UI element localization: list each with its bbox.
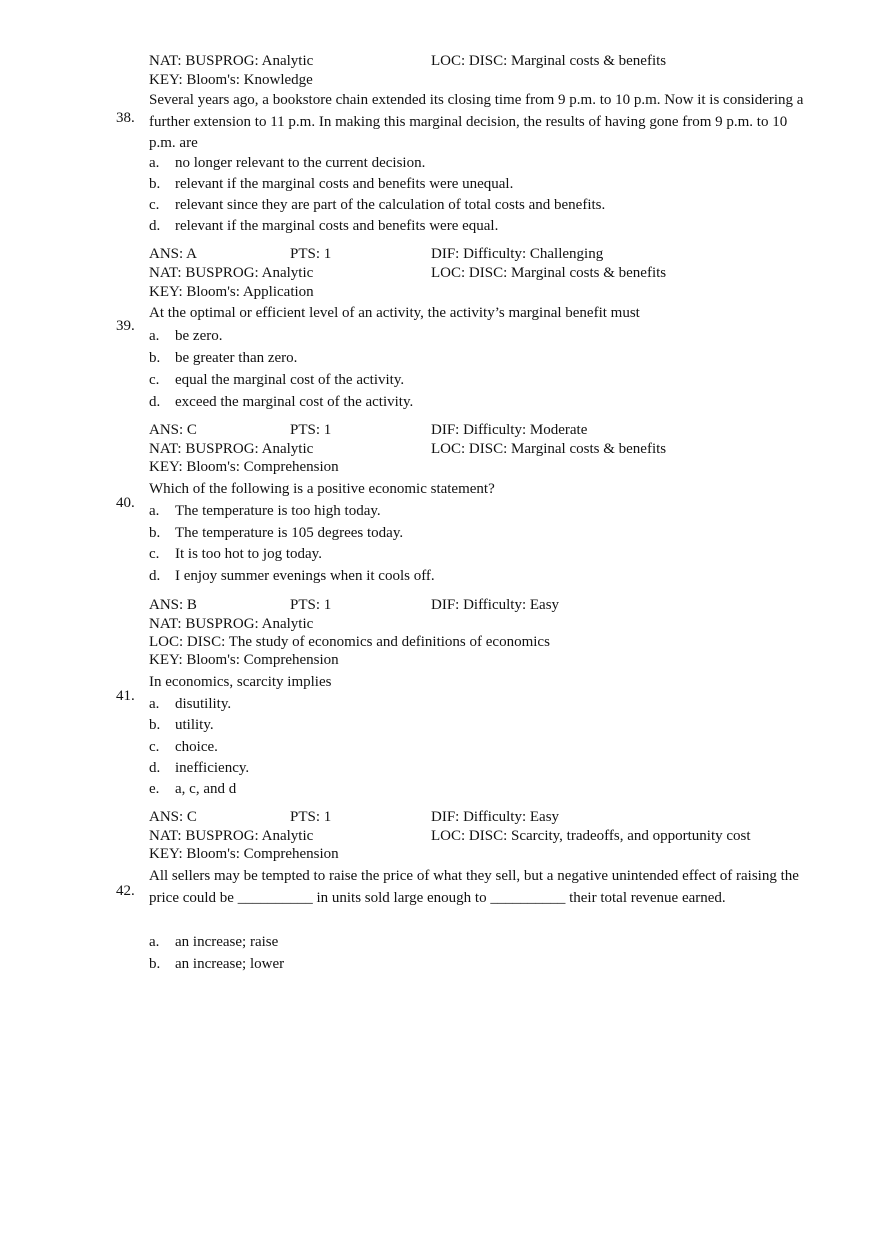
loc-field: LOC: DISC: The study of economics and definitions of economics (149, 634, 550, 650)
option-letter: d. (149, 218, 161, 234)
pts-field: PTS: 1 (290, 597, 332, 613)
question-number: 39. (116, 318, 135, 334)
option-letter: b. (149, 525, 161, 541)
answer-option (149, 195, 605, 216)
ans-field: ANS: C (149, 422, 197, 438)
answer-option (149, 954, 284, 975)
key-field: KEY: Bloom's: Comprehension (149, 846, 339, 862)
key-field: KEY: Bloom's: Comprehension (149, 652, 339, 668)
option-letter: e. (149, 781, 160, 797)
question-stem: Which of the following is a positive economic statement? (149, 481, 495, 497)
option-letter: a. (149, 155, 160, 171)
answer-option (149, 779, 236, 800)
answer-option (149, 216, 498, 237)
answer-option (149, 737, 218, 758)
answer-option (149, 523, 403, 544)
option-letter: a. (149, 696, 160, 712)
option-text: be zero. (175, 328, 223, 344)
answer-option (149, 715, 214, 736)
answer-option (149, 326, 222, 347)
option-letter: b. (149, 717, 161, 733)
option-text: It is too hot to jog today. (175, 546, 322, 562)
option-text: no longer relevant to the current decision. (175, 155, 426, 171)
option-text: equal the marginal cost of the activity. (175, 372, 405, 388)
question-stem: Several years ago, a bookstore chain extended its closing time from 9 p.m. to 10 p.m. Now it is considering a further extension to 11 p.m. In making this marginal decision, the results of having gone from 9 p.m. to 10 p.m. are (149, 92, 804, 151)
key-field: KEY: Bloom's: Application (149, 284, 314, 300)
option-letter: c. (149, 546, 160, 562)
question-number: 42. (116, 883, 135, 899)
ans-field: ANS: C (149, 809, 197, 825)
answer-option (149, 544, 322, 565)
answer-option (149, 501, 381, 522)
answer-option (149, 932, 278, 953)
question-number: 41. (116, 688, 135, 704)
answer-option (149, 348, 297, 369)
nat-field: NAT: BUSPROG: Analytic (149, 828, 314, 844)
answer-option (149, 758, 249, 779)
option-text: an increase; raise (175, 934, 279, 950)
loc-field: LOC: DISC: Marginal costs & benefits (431, 265, 667, 281)
question-stem: At the optimal or efficient level of an activity, the activity’s marginal benefit must (149, 305, 640, 321)
option-text: I enjoy summer evenings when it cools off. (175, 568, 435, 584)
option-letter: a. (149, 328, 160, 344)
option-letter: b. (149, 956, 161, 972)
option-text: utility. (175, 717, 214, 733)
loc-field: LOC: DISC: Scarcity, tradeoffs, and opportunity cost (431, 828, 751, 844)
option-letter: c. (149, 372, 160, 388)
option-letter: b. (149, 350, 161, 366)
option-text: a, c, and d (175, 781, 237, 797)
option-letter: b. (149, 176, 161, 192)
nat-field: NAT: BUSPROG: Analytic (149, 53, 314, 69)
option-letter: c. (149, 197, 160, 213)
answer-option (149, 153, 425, 174)
ans-field: ANS: A (149, 246, 197, 262)
option-letter: a. (149, 934, 160, 950)
dif-field: DIF: Difficulty: Easy (431, 597, 560, 613)
dif-field: DIF: Difficulty: Easy (431, 809, 560, 825)
pts-field: PTS: 1 (290, 809, 332, 825)
key-field: KEY: Bloom's: Comprehension (149, 459, 339, 475)
option-text: relevant if the marginal costs and benefits were equal. (175, 218, 499, 234)
dif-field: DIF: Difficulty: Challenging (431, 246, 604, 262)
loc-field: LOC: DISC: Marginal costs & benefits (431, 53, 667, 69)
question-number: 38. (116, 110, 135, 126)
option-letter: d. (149, 394, 161, 410)
option-text: disutility. (175, 696, 232, 712)
question-number: 40. (116, 495, 135, 511)
key-field: KEY: Bloom's: Knowledge (149, 72, 313, 88)
nat-field: NAT: BUSPROG: Analytic (149, 265, 314, 281)
option-letter: a. (149, 503, 160, 519)
option-text: relevant since they are part of the calculation of total costs and benefits. (175, 197, 606, 213)
question-stem: In economics, scarcity implies (149, 674, 332, 690)
option-text: exceed the marginal cost of the activity. (175, 394, 414, 410)
answer-option (149, 392, 413, 413)
option-letter: d. (149, 760, 161, 776)
question-stem: All sellers may be tempted to raise the price of what they sell, but a negative unintended effect of raising the price could be __________ in units sold large enough to __________ their total revenue earned. (149, 868, 799, 906)
ans-field: ANS: B (149, 597, 197, 613)
answer-option (149, 694, 231, 715)
answer-option (149, 370, 404, 391)
option-text: an increase; lower (175, 956, 285, 972)
pts-field: PTS: 1 (290, 422, 332, 438)
option-text: relevant if the marginal costs and benefits were unequal. (175, 176, 514, 192)
option-text: inefficiency. (175, 760, 250, 776)
option-text: choice. (175, 739, 218, 755)
option-letter: c. (149, 739, 160, 755)
option-text: be greater than zero. (175, 350, 298, 366)
nat-field: NAT: BUSPROG: Analytic (149, 616, 314, 632)
option-letter: d. (149, 568, 161, 584)
option-text: The temperature is too high today. (175, 503, 381, 519)
answer-option (149, 174, 513, 195)
loc-field: LOC: DISC: Marginal costs & benefits (431, 441, 667, 457)
option-text: The temperature is 105 degrees today. (175, 525, 404, 541)
nat-field: NAT: BUSPROG: Analytic (149, 441, 314, 457)
pts-field: PTS: 1 (290, 246, 332, 262)
answer-option (149, 566, 435, 587)
dif-field: DIF: Difficulty: Moderate (431, 422, 588, 438)
